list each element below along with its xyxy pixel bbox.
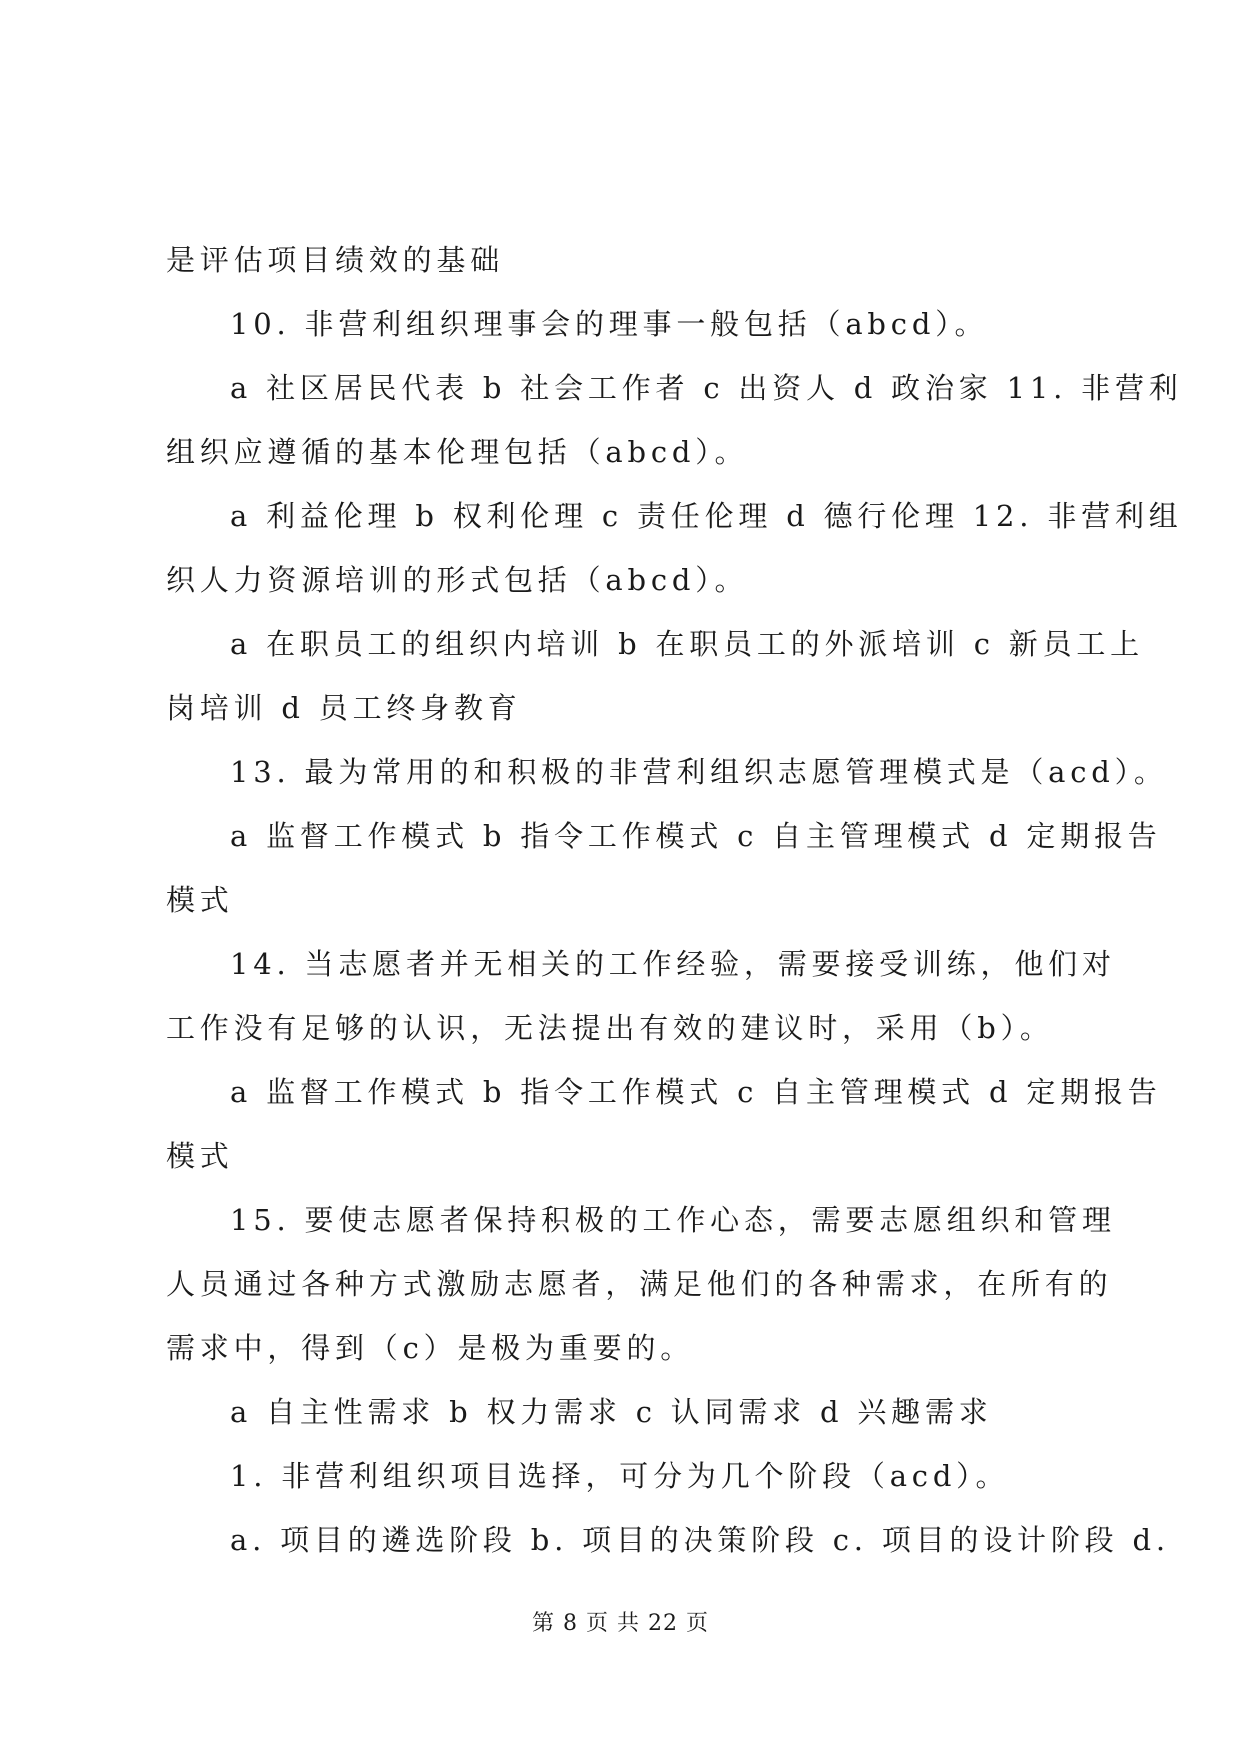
text-line: a 自主性需求 b 权力需求 c 认同需求 d 兴趣需求 — [230, 1395, 993, 1429]
text-line: 岗培训 d 员工终身教育 — [166, 691, 522, 725]
text-line: a 利益伦理 b 权利伦理 c 责任伦理 d 德行伦理 12. 非营利组 — [230, 499, 1183, 533]
text-line: 组织应遵循的基本伦理包括（abcd）。 — [166, 435, 749, 469]
text-line: 模式 — [166, 883, 234, 917]
text-line: a 监督工作模式 b 指令工作模式 c 自主管理模式 d 定期报告 — [230, 1075, 1162, 1109]
text-line: 10. 非营利组织理事会的理事一般包括（abcd）。 — [230, 307, 989, 341]
text-line: 13. 最为常用的和积极的非营利组织志愿管理模式是（acd）。 — [230, 755, 1168, 789]
text-line: 是评估项目绩效的基础 — [166, 243, 505, 277]
text-line: 15. 要使志愿者保持积极的工作心态，需要志愿组织和管理 — [230, 1203, 1116, 1237]
text-line: a 社区居民代表 b 社会工作者 c 出资人 d 政治家 11. 非营利 — [230, 371, 1183, 405]
text-line: 1. 非营利组织项目选择，可分为几个阶段（acd）。 — [230, 1459, 1010, 1493]
text-line: 工作没有足够的认识，无法提出有效的建议时，采用（b）。 — [166, 1011, 1054, 1045]
text-line: 14. 当志愿者并无相关的工作经验，需要接受训练，他们对 — [230, 947, 1116, 981]
text-line: 织人力资源培训的形式包括（abcd）。 — [166, 563, 749, 597]
text-line: 模式 — [166, 1139, 234, 1173]
text-line: 人员通过各种方式激励志愿者，满足他们的各种需求，在所有的 — [166, 1267, 1113, 1301]
text-line: a 在职员工的组织内培训 b 在职员工的外派培训 c 新员工上 — [230, 627, 1144, 661]
text-line: a. 项目的遴选阶段 b. 项目的决策阶段 c. 项目的设计阶段 d. — [230, 1523, 1170, 1557]
document-body — [166, 228, 1183, 1572]
page-footer: 第 8 页 共 22 页 — [532, 1611, 709, 1636]
text-line: 需求中，得到（c）是极为重要的。 — [166, 1331, 695, 1365]
text-line: a 监督工作模式 b 指令工作模式 c 自主管理模式 d 定期报告 — [230, 819, 1162, 853]
